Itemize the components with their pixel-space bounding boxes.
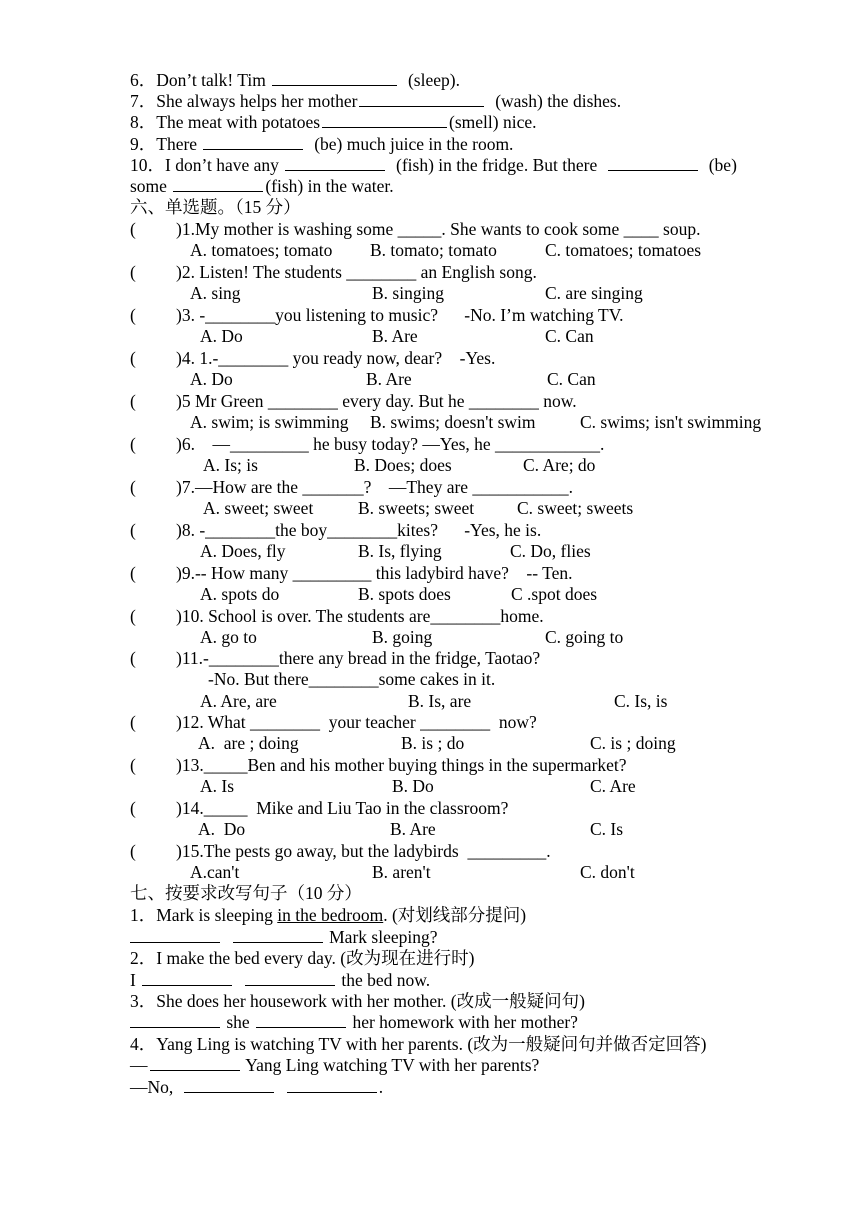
answer-blank[interactable] (150, 1055, 240, 1071)
option-b[interactable]: B. Is, are (408, 691, 472, 711)
option-a[interactable]: A. Are, are (200, 691, 277, 711)
answer-paren[interactable]: ( (130, 563, 136, 583)
option-a[interactable]: A. Do (190, 369, 233, 389)
question-text: )2. Listen! The students ________ an English song. (176, 262, 537, 282)
option-a[interactable]: A. Is; is (203, 455, 258, 475)
fill-item-10: 10．I don’t have any (fish) in the fridge. But there (be) (130, 155, 737, 175)
answer-paren[interactable]: ( (130, 606, 136, 626)
option-a[interactable]: A. sing (190, 283, 241, 303)
question-text: )14._____ Mike and Liu Tao in the classroom? (176, 798, 509, 818)
option-c[interactable]: C. Are; do (523, 455, 596, 475)
option-a[interactable]: A. tomatoes; tomato (190, 240, 333, 260)
answer-blank[interactable] (233, 927, 323, 943)
rewrite-item-1: 1．Mark is sleeping in the bedroom. (对划线部分提问) (130, 905, 527, 925)
option-c[interactable]: C. Can (545, 326, 594, 346)
option-c[interactable]: C. swims; isn't swimming (580, 412, 762, 432)
option-c[interactable]: C. Is, is (614, 691, 668, 711)
question-text: )4. 1.-________ you ready now, dear? -Yes. (176, 348, 496, 368)
fill-item-9: 9．There (be) much juice in the room. (130, 134, 514, 154)
answer-paren[interactable]: ( (130, 391, 136, 411)
option-b[interactable]: B. swims; doesn't swim (370, 412, 536, 432)
option-c[interactable]: C. are singing (545, 283, 643, 303)
answer-blank[interactable] (359, 91, 484, 107)
option-c[interactable]: C. Do, flies (510, 541, 591, 561)
answer-paren[interactable]: ( (130, 755, 136, 775)
question-text: )10. School is over. The students are________home. (176, 606, 544, 626)
answer-blank[interactable] (285, 155, 385, 171)
answer-blank[interactable] (272, 70, 397, 86)
answer-blank[interactable] (203, 134, 303, 150)
question-text: )12. What ________ your teacher ________ now? (176, 712, 537, 732)
question-text: )1.My mother is washing some _____. She wants to cook some ____ soup. (176, 219, 701, 239)
mc-question-14 (130, 798, 508, 819)
mc-question-4 (130, 348, 495, 369)
rewrite-item-4: 4．Yang Ling is watching TV with her parents. (改为一般疑问句并做否定回答) (130, 1034, 707, 1054)
option-c[interactable]: C. tomatoes; tomatoes (545, 240, 702, 260)
answer-blank[interactable] (322, 112, 447, 128)
option-b[interactable]: B. going (372, 627, 433, 647)
answer-paren[interactable]: ( (130, 648, 136, 668)
question-text-line2: -No. But there________some cakes in it. (208, 669, 496, 689)
fill-item-6: 6．Don’t talk! Tim (sleep). (130, 70, 460, 90)
question-text: )8. -________the boy________kites? -Yes, he is. (176, 520, 542, 540)
answer-blank[interactable] (130, 927, 220, 943)
option-c[interactable]: C. Is (590, 819, 624, 839)
mc-question-11 (130, 648, 540, 669)
mc-question-3 (130, 305, 624, 326)
answer-paren[interactable]: ( (130, 841, 136, 861)
answer-paren[interactable]: ( (130, 348, 136, 368)
option-a[interactable]: A. spots do (200, 584, 280, 604)
question-text: )5 Mr Green ________ every day. But he ________ now. (176, 391, 577, 411)
rewrite-item-4-reply: —No, . (130, 1077, 384, 1097)
option-c[interactable]: C. Can (547, 369, 596, 389)
answer-blank[interactable] (173, 176, 263, 192)
option-a[interactable]: A.can't (190, 862, 240, 882)
question-text: )6. —_________ he busy today? —Yes, he ____________. (176, 434, 605, 454)
answer-blank[interactable] (130, 1012, 220, 1028)
option-b[interactable]: B. Does; does (354, 455, 452, 475)
option-b[interactable]: B. is ; do (401, 733, 465, 753)
option-c[interactable]: C. Are (590, 776, 636, 796)
rewrite-item-3-answer: she her homework with her mother? (130, 1012, 578, 1033)
option-b[interactable]: B. spots does (358, 584, 451, 604)
question-text: )7.—How are the _______? —They are ___________. (176, 477, 574, 497)
option-b[interactable]: B. sweets; sweet (358, 498, 475, 518)
question-text: )9.-- How many _________ this ladybird have? -- Ten. (176, 563, 573, 583)
option-a[interactable]: A. Does, fly (200, 541, 286, 561)
answer-blank[interactable] (142, 970, 232, 986)
mc-question-15 (130, 841, 551, 862)
mc-question-12 (130, 712, 537, 733)
mc-question-13 (130, 755, 627, 776)
option-a[interactable]: A. swim; is swimming (190, 412, 349, 432)
section-6-title: 六、单选题。（15 分） (130, 197, 301, 217)
section-7-title: 七、按要求改写句子（10 分） (130, 883, 362, 903)
option-b[interactable]: B. Are (372, 326, 418, 346)
answer-paren[interactable]: ( (130, 798, 136, 818)
answer-blank[interactable] (287, 1077, 377, 1093)
answer-paren[interactable]: ( (130, 477, 136, 497)
option-b[interactable]: B. Are (366, 369, 412, 389)
mc-question-7 (130, 477, 573, 498)
option-c[interactable]: C. sweet; sweets (517, 498, 634, 518)
option-c[interactable]: C. going to (545, 627, 624, 647)
option-a[interactable]: A. Do (198, 819, 246, 839)
option-c[interactable]: C .spot does (511, 584, 598, 604)
option-b[interactable]: B. aren't (372, 862, 431, 882)
option-c[interactable]: C. don't (580, 862, 635, 882)
mc-question-10 (130, 606, 544, 627)
rewrite-item-1-answer: Mark sleeping? (130, 927, 438, 948)
answer-paren[interactable]: ( (130, 262, 136, 282)
answer-paren[interactable]: ( (130, 712, 136, 732)
option-b[interactable]: B. Is, flying (358, 541, 442, 561)
mc-question-1 (130, 219, 700, 240)
answer-blank[interactable] (184, 1077, 274, 1093)
option-b[interactable]: B. Do (392, 776, 434, 796)
answer-paren[interactable]: ( (130, 520, 136, 540)
question-text: )15.The pests go away, but the ladybirds _________. (176, 841, 551, 861)
option-a[interactable]: A. sweet; sweet (203, 498, 314, 518)
mc-question-6 (130, 434, 604, 455)
option-b[interactable]: B. Are (390, 819, 436, 839)
answer-blank[interactable] (608, 155, 698, 171)
option-c[interactable]: C. is ; doing (590, 733, 676, 753)
option-a[interactable]: A. Is (200, 776, 235, 796)
rewrite-item-2: 2．I make the bed every day. (改为现在进行时) (130, 948, 475, 968)
rewrite-item-4-answer: — Yang Ling watching TV with her parents? (130, 1055, 540, 1075)
answer-paren[interactable]: ( (130, 219, 136, 239)
question-text: )3. -________you listening to music? -No. I’m watching TV. (176, 305, 624, 325)
answer-paren[interactable]: ( (130, 434, 136, 454)
mc-question-9 (130, 563, 573, 584)
rewrite-item-3: 3．She does her housework with her mother. (改成一般疑问句) (130, 991, 585, 1011)
mc-question-2 (130, 262, 537, 283)
question-text: )13._____Ben and his mother buying things in the supermarket? (176, 755, 627, 775)
answer-blank[interactable] (245, 970, 335, 986)
option-a[interactable]: A. go to (200, 627, 257, 647)
fill-item-7: 7．She always helps her mother (wash) the dishes. (130, 91, 622, 111)
question-text: )11.-________there any bread in the fridge, Taotao? (176, 648, 541, 668)
rewrite-item-2-answer: I the bed now. (130, 970, 431, 990)
mc-question-8 (130, 520, 541, 541)
fill-item-10-cont: some (fish) in the water. (130, 176, 394, 196)
option-a[interactable]: A. are ; doing (198, 733, 299, 753)
answer-blank[interactable] (256, 1012, 346, 1028)
mc-question-5 (130, 391, 577, 412)
option-b[interactable]: B. singing (372, 283, 444, 303)
fill-item-8: 8．The meat with potatoes (smell) nice. (130, 112, 537, 132)
answer-paren[interactable]: ( (130, 305, 136, 325)
option-a[interactable]: A. Do (200, 326, 243, 346)
option-b[interactable]: B. tomato; tomato (370, 240, 497, 260)
